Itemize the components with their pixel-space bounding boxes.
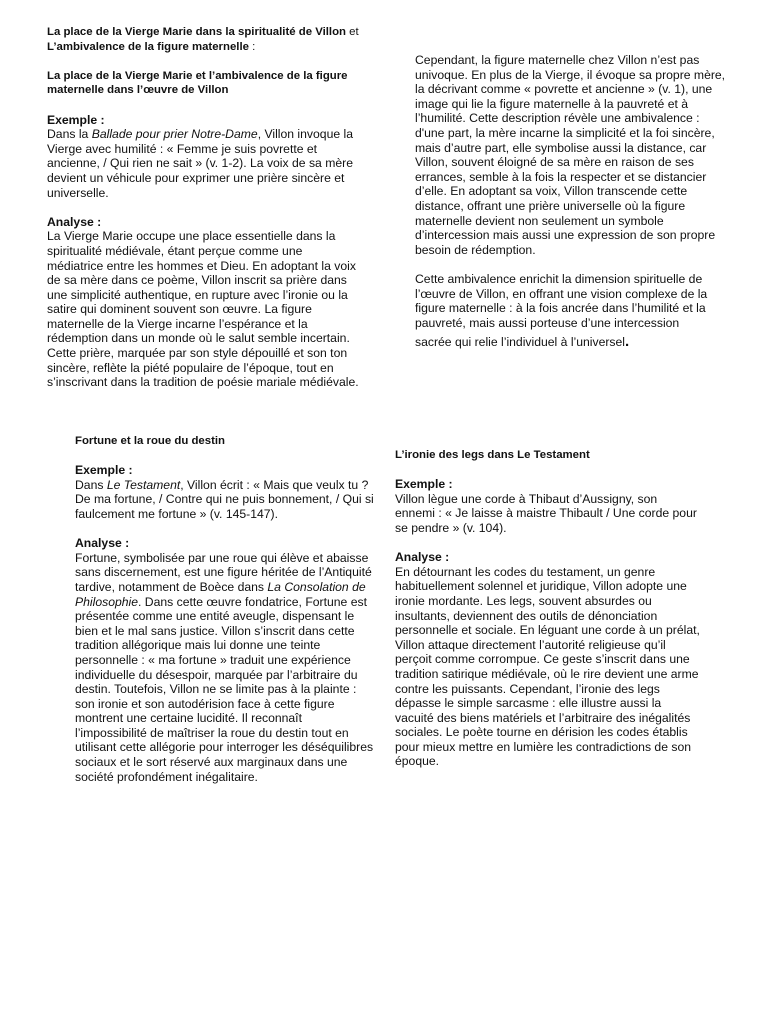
title-part-1: La place de la Vierge Marie dans la spiritualité de Villon xyxy=(47,26,347,38)
analyse-text-before: Fortune, symbolisée par une roue qui élève et abaisse sans discernement, est une figure héritée de l’Antiquité tardive, notamment de Boèce dans xyxy=(75,550,372,594)
analyse-label: Analyse : xyxy=(47,214,102,229)
paragraph-1: Cependant, la figure maternelle chez Villon n’est pas univoque. En plus de la Vierge, il évoque sa propre mère, la décrivant comme « povrette et ancienne » (v. 1), une image qui lie la figure maternelle à la pauvreté et à l’humilité. Cette description révèle une ambivalence : d'une part, la mère incarne la simplicité et la foi sincère, mais d’autre part, elle symbolise aussi la distance, car Villon, souvent éloigné de sa mère en raison de ses errances, semble à la fois la respecter et se distancier d’elle. En adoptant sa voix, Villon transcende cette distance, offrant une prière universelle où la figure maternelle devient non seulement un symbole d’intercession mais aussi une expression de son propre besoin de rédemption. xyxy=(415,53,726,257)
section-ambivalence xyxy=(415,53,730,350)
work-title: Le Testament xyxy=(106,477,181,492)
exemple-text xyxy=(47,127,359,200)
section-fortune xyxy=(75,434,377,784)
section-title xyxy=(47,25,359,54)
analyse-text: La Vierge Marie occupe une place essentielle dans la spiritualité médiévale, étant perçue comme une médiatrice entre les hommes et Dieu. En adoptant la voix de sa mère dans ce poème, Villon inscrit sa prière dans une simplicité authentique, en rupture avec l’ironie ou la satire qui dominent souvent son œuvre. La figure maternelle de la Vierge incarne l’espérance et la rédemption dans un monde où le salut semble incertain. Cette prière, marquée par son style dépouillé et son ton sincère, reflète la piété populaire de l’époque, tout en s’inscrivant dans la tradition de poésie mariale médiévale. xyxy=(47,229,359,390)
title-part-4: : xyxy=(248,40,256,53)
work-title: Ballade pour prier Notre-Dame xyxy=(91,127,258,142)
exemple-label: Exemple : xyxy=(75,463,133,478)
exemple-text-after: , Villon invoque la Vierge avec humilité : « Femme je suis povrette et ancienne, / Qui rien ne sait » (v. 1-2). La voix de sa mère devient un véhicule pour exprimer une prière sincère et universelle. xyxy=(47,127,353,200)
section-subtitle: La place de la Vierge Marie et l’ambivalence de la figure maternelle dans l’œuvre de Villon xyxy=(47,69,348,97)
title-part-3: L’ambivalence de la figure maternelle xyxy=(47,40,249,53)
work-title: La Consolation de Philosophie xyxy=(75,579,366,609)
exemple-label: Exemple : xyxy=(47,112,105,127)
exemple-text-after: , Villon écrit : « Mais que veulx tu ? De ma fortune, / Contre qui ne puis bonnement, / Qui si faulcement me fortune » (v. 145-147). xyxy=(75,477,374,521)
section-ironie-legs xyxy=(395,448,700,769)
paragraph-2-end xyxy=(415,335,730,350)
exemple-label: Exemple : xyxy=(395,477,453,492)
analyse-text xyxy=(75,551,377,785)
exemple-text-before: Dans la xyxy=(47,127,92,142)
exemple-text-before: Dans xyxy=(75,477,107,492)
analyse-text-after: . Dans cette œuvre fondatrice, Fortune est présentée comme une entité aveugle, dispensant le bien et le mal sans justice. Villon s’inscrit dans cette tradition allégorique mais lui donne une teinte personnelle : « ma fortune » traduit une expérience individuelle du désespoir, marquée par l’arbitraire du destin. Toutefois, Villon ne se limite pas à la plainte : son ironie et son autodérision face à cette figure montrent une certaine lucidité. Il reconnaît l’impossibilité de maîtriser la roue du destin tout en utilisant cette allégorie pour interroger les déséquilibres sociaux et le sort réservé aux marginaux dans une société profondément inégalitaire. xyxy=(75,594,374,784)
analyse-label: Analyse : xyxy=(395,550,450,565)
analyse-label: Analyse : xyxy=(75,536,130,551)
section-title: Fortune et la roue du destin xyxy=(75,435,225,447)
exemple-text xyxy=(75,478,377,522)
paragraph-2-end-text: sacrée qui relie l’individuel à l’universel xyxy=(415,335,626,350)
exemple-text: Villon lègue une corde à Thibaut d’Aussigny, son ennemi : « Je laisse à maistre Thibault / Une corde pour se pendre » (v. 104). xyxy=(395,491,697,535)
title-part-2: et xyxy=(346,26,359,38)
section-vierge-marie xyxy=(47,25,359,390)
section-title: L’ironie des legs dans Le Testament xyxy=(395,449,590,461)
paragraph-2-period: . xyxy=(625,333,630,351)
analyse-text: En détournant les codes du testament, un genre habituellement solennel et juridique, Villon adopte une ironie mordante. Les legs, souvent absurdes ou insultants, deviennent des outils de dénonciation personnelle et sociale. En léguant une corde à un prélat, Villon attaque directement l’autorité religieuse qu’il perçoit comme corrompue. Ce geste s’inscrit dans une tradition satirique médiévale, où le rire devient une arme contre les puissants. Cependant, l’ironie des legs dépasse le simple sarcasme : elle illustre aussi la vacuité des biens matériels et l’arbitraire des inégalités sociales. Le poète tourne en dérision les codes établis pour mieux mettre en lumière les contradictions de son époque. xyxy=(395,564,700,769)
paragraph-2: Cette ambivalence enrichit la dimension spirituelle de l’œuvre de Villon, en offrant une vision complexe de la figure maternelle : à la fois ancrée dans l’humilité et la pauvreté, mais aussi porteuse d’une intercession xyxy=(415,271,708,330)
